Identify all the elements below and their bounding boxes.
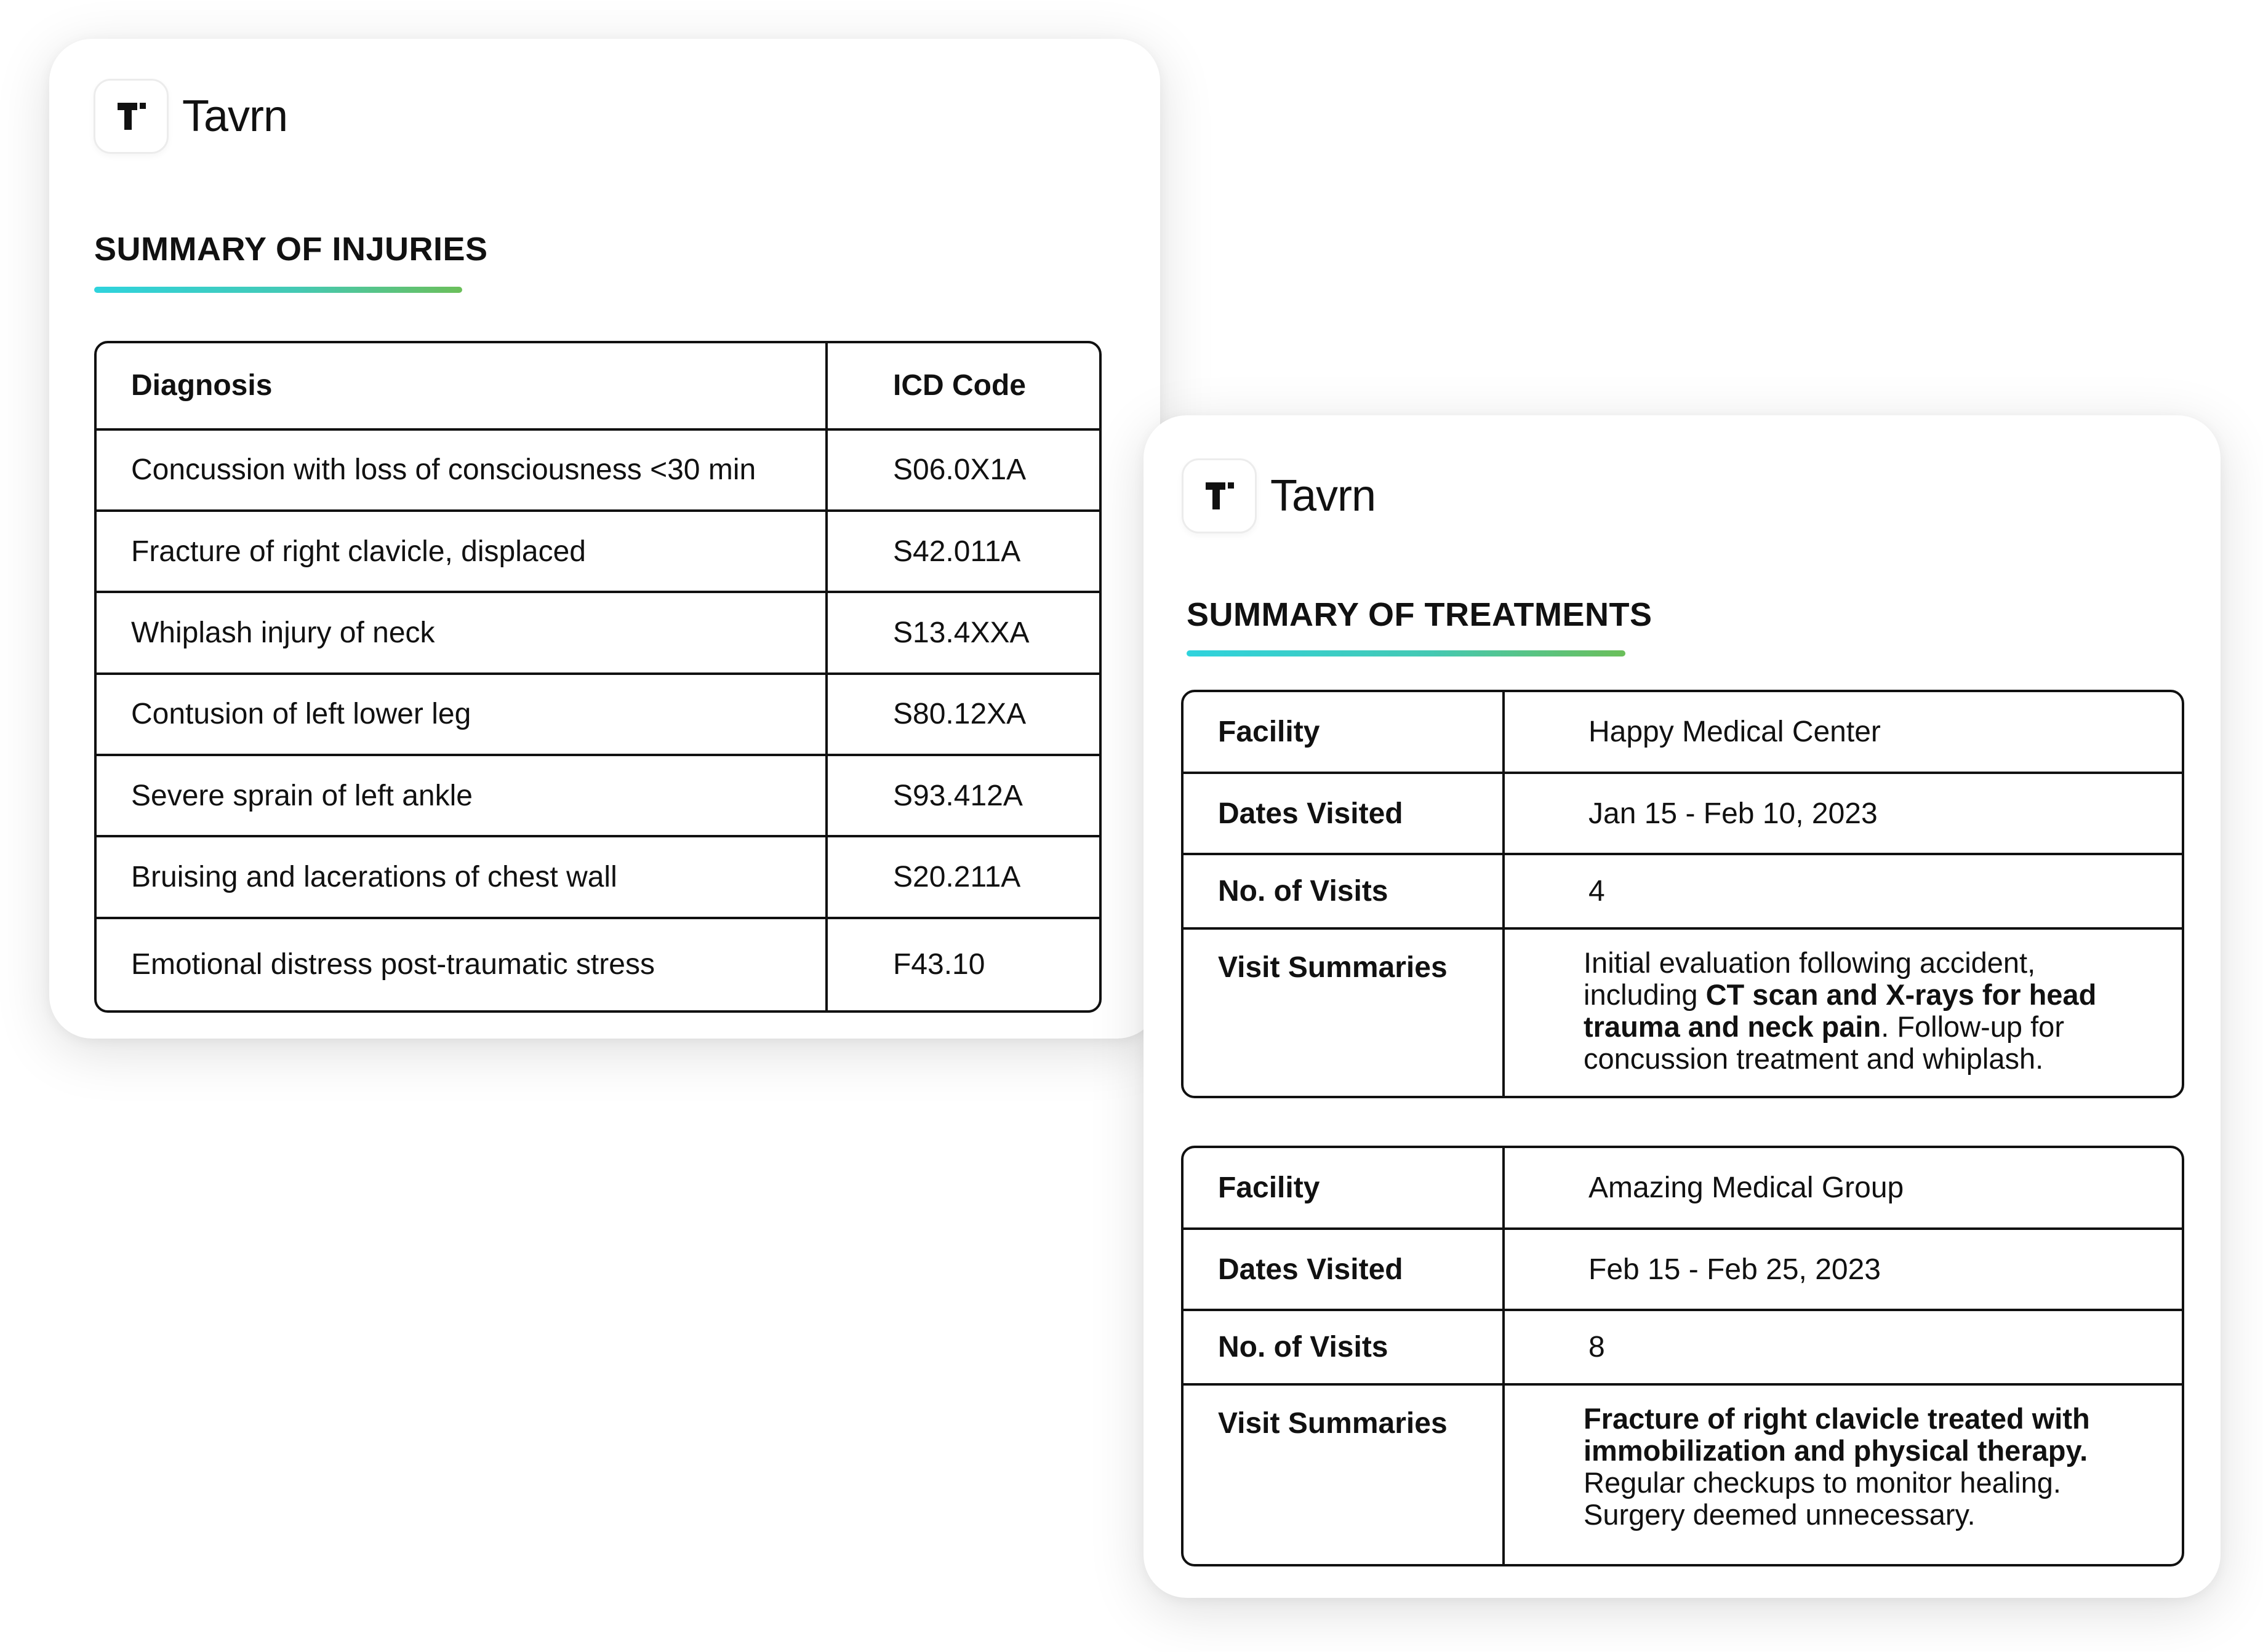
diagnosis-cell: Contusion of left lower leg: [97, 674, 827, 755]
facility-value: Happy Medical Center: [1504, 692, 2182, 773]
treatment-table-2: [1181, 1146, 2184, 1566]
table-row: [97, 429, 1099, 511]
icd-code-cell: S80.12XA: [827, 674, 1099, 755]
injuries-card: [49, 39, 1160, 1039]
brand-header: [1182, 458, 1376, 533]
facility-label: Facility: [1184, 692, 1504, 773]
visit-summary: [1504, 1384, 2182, 1564]
table-row: [1184, 1310, 2182, 1384]
brand-name: Tavrn: [182, 92, 288, 141]
diagnosis-cell: Fracture of right clavicle, displaced: [97, 511, 827, 592]
dates-value: Feb 15 - Feb 25, 2023: [1504, 1229, 2182, 1310]
visits-label: No. of Visits: [1184, 854, 1504, 928]
diagnosis-cell: Concussion with loss of consciousness <30 min: [97, 429, 827, 511]
visits-value: 4: [1504, 854, 2182, 928]
title-underline: [1187, 650, 1625, 656]
table-header-row: [97, 343, 1099, 429]
summary-highlight: CT scan and X-rays for head trauma and neck pain: [1584, 978, 2097, 1043]
treatment-table-1: [1181, 690, 2184, 1098]
section-title: SUMMARY OF INJURIES: [94, 231, 488, 268]
diagnosis-header: Diagnosis: [97, 343, 827, 429]
table-row: [1184, 692, 2182, 773]
table-row: [1184, 1229, 2182, 1310]
facility-value: Amazing Medical Group: [1504, 1148, 2182, 1229]
diagnosis-cell: Emotional distress post-traumatic stress: [97, 918, 827, 1010]
diagnosis-cell: Severe sprain of left ankle: [97, 755, 827, 836]
tavrn-logo-icon: [94, 79, 169, 154]
table-row: [97, 511, 1099, 592]
table-row: [97, 918, 1099, 1010]
section-title: SUMMARY OF TREATMENTS: [1187, 596, 1652, 633]
diagnosis-cell: Bruising and lacerations of chest wall: [97, 836, 827, 917]
icd-code-cell: F43.10: [893, 948, 985, 981]
dates-value: Jan 15 - Feb 10, 2023: [1504, 773, 2182, 854]
visits-label: No. of Visits: [1184, 1310, 1504, 1384]
brand-name: Tavrn: [1270, 471, 1376, 521]
summaries-label: Visit Summaries: [1184, 1384, 1504, 1564]
treatments-card: [1144, 415, 2221, 1598]
table-row: [1184, 1384, 2182, 1564]
summaries-label: Visit Summaries: [1184, 928, 1504, 1096]
table-row: [97, 755, 1099, 836]
summary-text: Initial evaluation following accident, including: [1584, 946, 2036, 1011]
dates-label: Dates Visited: [1184, 1229, 1504, 1310]
diagnosis-cell: Whiplash injury of neck: [97, 592, 827, 673]
tavrn-logo-icon: [1182, 458, 1257, 533]
table-row: [97, 674, 1099, 755]
icd-code-cell: S20.211A: [827, 836, 1099, 917]
table-row: [97, 836, 1099, 917]
table-row: [1184, 854, 2182, 928]
visits-value: 8: [1504, 1310, 2182, 1384]
icd-code-cell: S13.4XXA: [827, 592, 1099, 673]
table-row: [1184, 928, 2182, 1096]
dates-label: Dates Visited: [1184, 773, 1504, 854]
icd-code-cell: S06.0X1A: [827, 429, 1099, 511]
table-row: [1184, 773, 2182, 854]
summary-highlight: Fracture of right clavicle treated with immobilization and physical therapy.: [1584, 1402, 2090, 1467]
icd-code-cell: S42.011A: [827, 511, 1099, 592]
brand-header: [94, 79, 287, 154]
table-row: [97, 592, 1099, 673]
facility-label: Facility: [1184, 1148, 1504, 1229]
table-row: [1184, 1148, 2182, 1229]
icd-code-header: ICD Code: [827, 343, 1099, 429]
summary-text: Regular checkups to monitor healing. Surgery deemed unnecessary.: [1584, 1466, 2061, 1531]
injuries-table: [94, 341, 1102, 1013]
visit-summary: [1504, 928, 2182, 1096]
title-underline: [94, 287, 462, 293]
icd-code-cell: S93.412A: [827, 755, 1099, 836]
summary-text: . Follow-up for concussion treatment and whiplash.: [1584, 1010, 2064, 1075]
